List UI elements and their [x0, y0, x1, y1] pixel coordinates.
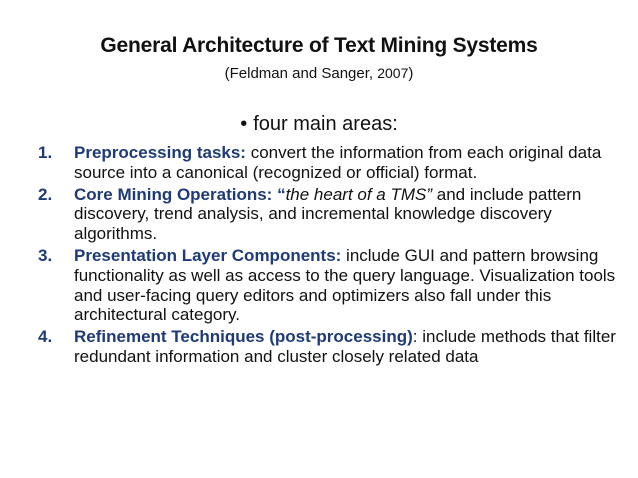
slide-title: General Architecture of Text Mining Systems: [100, 34, 538, 57]
list-item-term: Preprocessing tasks:: [74, 143, 246, 162]
list-item: [0, 246, 618, 325]
list-item: [0, 185, 618, 244]
list-item-text: and include pattern discovery, trend analysis, and incremental knowledge discovery algorithms.: [74, 184, 582, 244]
list-item-italic: the heart of a TMS”: [285, 184, 433, 204]
list-item-text: convert the information from each original data source into a canonical (recognized or official) format.: [74, 143, 602, 182]
list-item-term: Refinement Techniques (post-processing): [74, 327, 413, 347]
citation-close: ): [408, 65, 414, 82]
list-item-number: 2.: [38, 184, 53, 204]
list-item-number: 1.: [38, 143, 53, 162]
list-item-term: Core Mining Operations:: [74, 184, 273, 204]
areas-list: [0, 143, 618, 369]
list-item-text: : include methods that filter redundant information and cluster closely related data: [74, 327, 616, 366]
bullet-icon: •: [240, 113, 248, 135]
list-item-number: 4.: [38, 327, 53, 347]
list-item-quote-open: “: [272, 184, 286, 204]
citation-year: 2007: [377, 65, 409, 81]
bullet-line: [0, 113, 638, 136]
list-item-term: Presentation Layer Components:: [74, 245, 342, 265]
list-item: [0, 143, 618, 183]
bullet-text: four main areas:: [253, 113, 398, 135]
list-item-text: include GUI and pattern browsing functionality as well as access to the query language. Visualization tools and user-facing query editors and optimizers also fall under this architectural category.: [74, 245, 616, 325]
list-item-number: 3.: [38, 245, 53, 265]
citation: [0, 65, 638, 82]
list-item: [0, 327, 618, 367]
citation-authors: (Feldman and Sanger,: [224, 65, 378, 82]
